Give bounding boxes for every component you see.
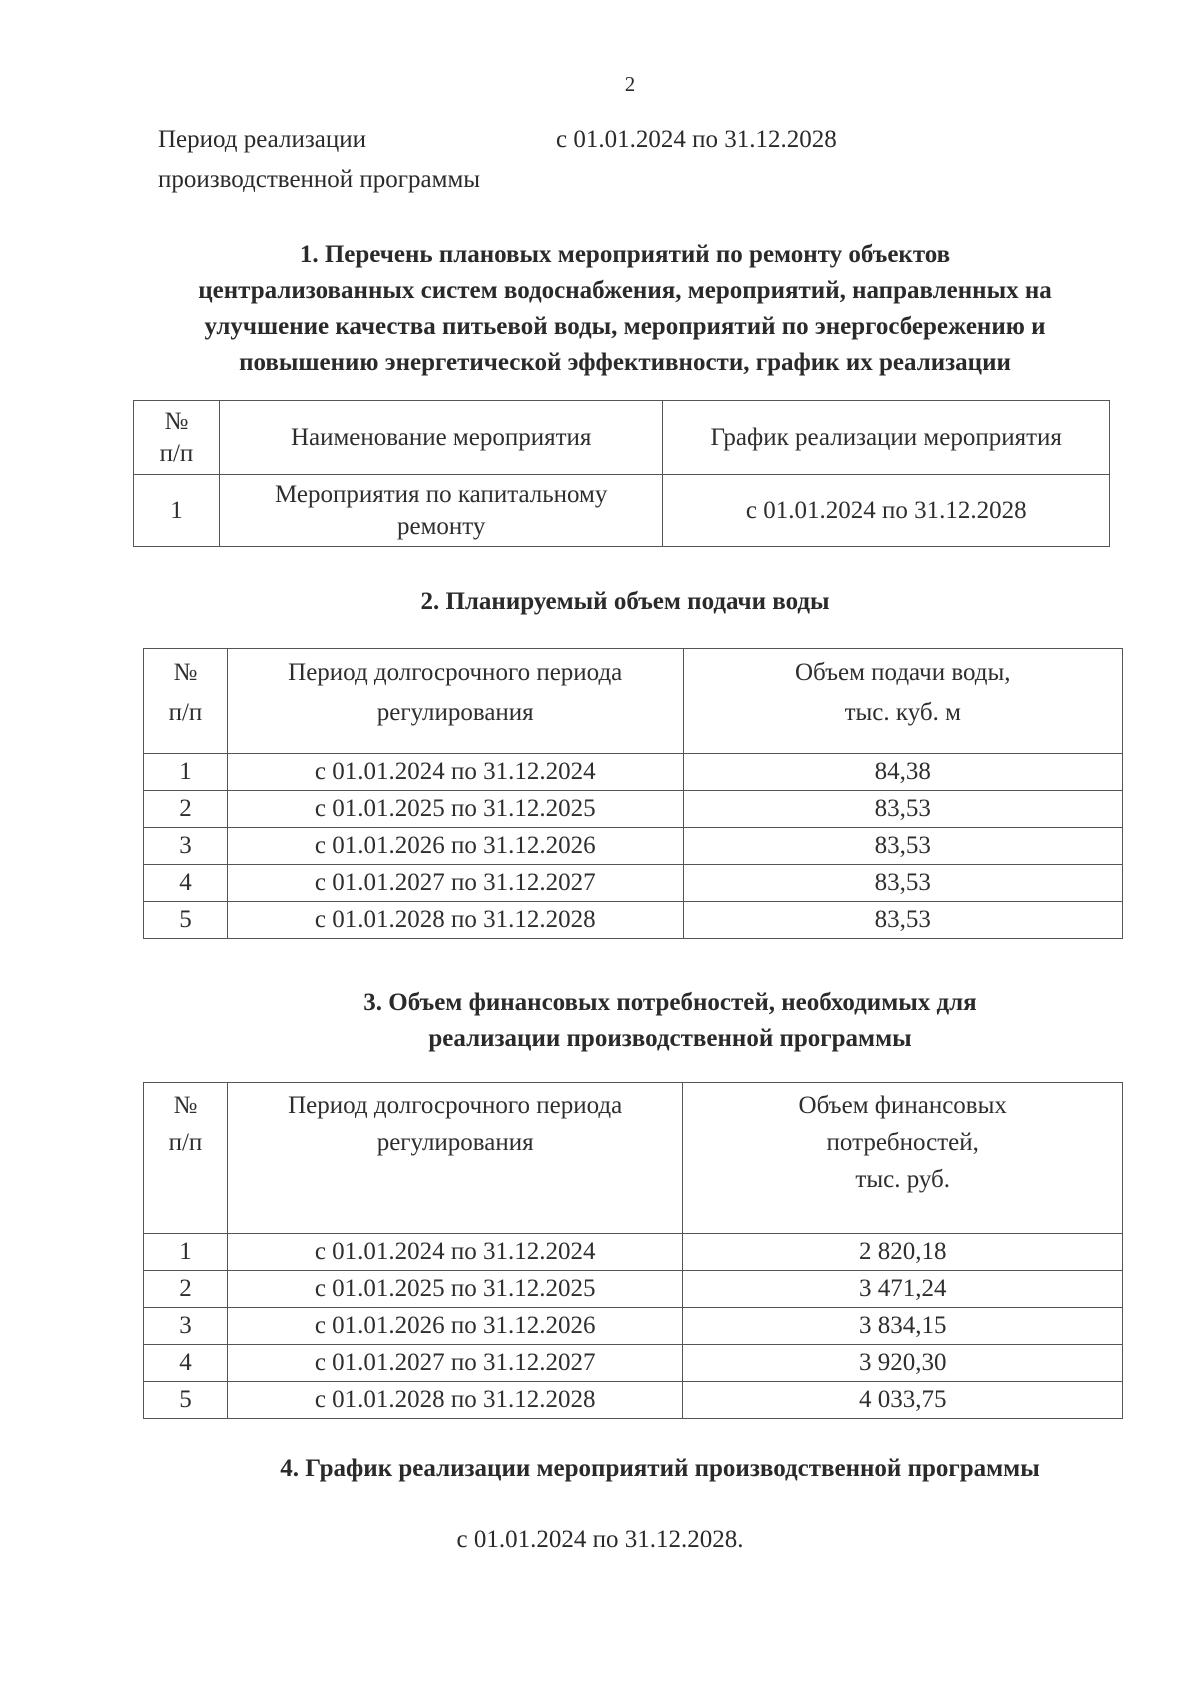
cell-financial-needs: 3 834,15 [683,1308,1123,1345]
table-row [144,754,1123,791]
table-header-row [134,401,1110,475]
cell-period: с 01.01.2028 по 31.12.2028 [227,902,683,939]
cell-water-volume: 83,53 [683,828,1123,865]
cell-measure-name: Мероприятия по капитальному ремонту [219,475,663,547]
table-header-row [144,649,1123,754]
cell-number: 4 [144,865,228,902]
cell-period: с 01.01.2028 по 31.12.2028 [227,1382,683,1419]
section-2-title: 2. Планируемый объем подачи воды [420,588,830,615]
table-row [144,1345,1123,1382]
table-header-row [144,1083,1123,1234]
cell-number: 1 [134,475,220,547]
cell-number: 3 [144,1308,228,1345]
cell-water-volume: 83,53 [683,902,1123,939]
column-header-number: № п/п [144,1083,228,1234]
cell-period: с 01.01.2026 по 31.12.2026 [227,1308,683,1345]
cell-schedule: с 01.01.2024 по 31.12.2028 [663,475,1110,547]
cell-number: 1 [144,1234,228,1271]
cell-financial-needs: 4 033,75 [683,1382,1123,1419]
cell-number: 3 [144,828,228,865]
cell-number: 1 [144,754,228,791]
page-number: 2 [624,72,636,96]
table-row [144,902,1123,939]
cell-number: 5 [144,1382,228,1419]
cell-period: с 01.01.2026 по 31.12.2026 [227,828,683,865]
measures-table [133,400,1110,547]
cell-financial-needs: 3 920,30 [683,1345,1123,1382]
table-row [134,475,1110,547]
cell-period: с 01.01.2024 по 31.12.2024 [227,754,683,791]
column-header-period: Период долгосрочного периода регулирования [227,649,683,754]
cell-period: с 01.01.2025 по 31.12.2025 [227,791,683,828]
table-row [144,865,1123,902]
table-row [144,1308,1123,1345]
program-period-value: с 01.01.2024 по 31.12.2028 [556,126,837,153]
cell-water-volume: 83,53 [683,865,1123,902]
section-4-title: 4. График реализации мероприятий производственной программы [280,1455,1040,1482]
section-4-period: с 01.01.2024 по 31.12.2028. [456,1526,744,1553]
cell-financial-needs: 3 471,24 [683,1271,1123,1308]
section-3-title: 3. Объем финансовых потребностей, необходимых для реализации производственной программы [363,989,977,1052]
column-header-measure-name: Наименование мероприятия [219,401,663,475]
cell-number: 2 [144,1271,228,1308]
column-header-number: № п/п [134,401,220,475]
water-supply-volume-table [143,648,1123,939]
cell-water-volume: 84,38 [683,754,1123,791]
column-header-schedule: График реализации мероприятия [663,401,1110,475]
column-header-water-volume: Объем подачи воды, тыс. куб. м [683,649,1123,754]
program-period-label: Период реализации производственной программы [158,126,481,193]
column-header-number: № п/п [144,649,228,754]
financial-needs-table [143,1082,1123,1419]
table-row [144,1234,1123,1271]
table-row [144,791,1123,828]
table-row [144,1382,1123,1419]
cell-number: 2 [144,791,228,828]
cell-number: 4 [144,1345,228,1382]
column-header-financial-needs: Объем финансовых потребностей, тыс. руб. [683,1083,1123,1234]
cell-number: 5 [144,902,228,939]
cell-period: с 01.01.2027 по 31.12.2027 [227,865,683,902]
table-row [144,1271,1123,1308]
column-header-period: Период долгосрочного периода регулирования [227,1083,683,1234]
cell-water-volume: 83,53 [683,791,1123,828]
table-row [144,828,1123,865]
cell-period: с 01.01.2025 по 31.12.2025 [227,1271,683,1308]
cell-period: с 01.01.2027 по 31.12.2027 [227,1345,683,1382]
cell-period: с 01.01.2024 по 31.12.2024 [227,1234,683,1271]
section-1-title: 1. Перечень плановых мероприятий по ремонту объектов централизованных систем водоснабжения, мероприятий, направленных на улучшение качества питьевой воды, мероприятий по энергосбережению и повышению энергетической эффективности, график их реализации [198,241,1052,376]
cell-financial-needs: 2 820,18 [683,1234,1123,1271]
